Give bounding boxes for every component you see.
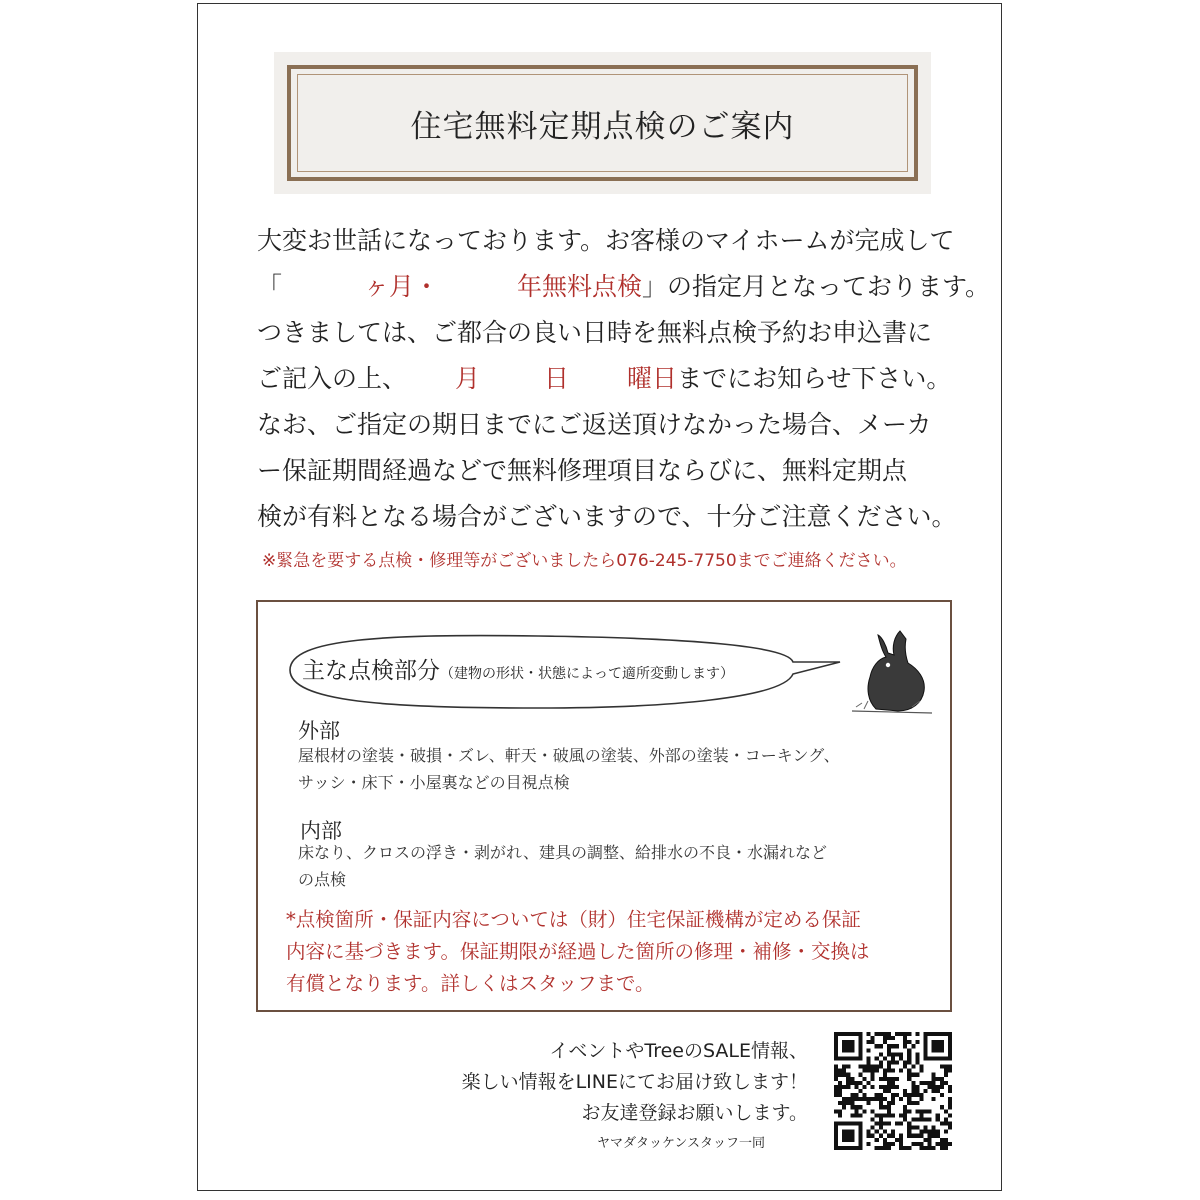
deadline-weekday-label: 曜日 xyxy=(627,364,678,393)
interior-title: 内部 xyxy=(300,819,342,843)
exterior-details xyxy=(298,742,840,796)
exterior-line-2: サッシ・床下・小屋裏などの目視点検 xyxy=(298,773,570,792)
interior-line-1: 床なり、クロスの浮き・剥がれ、建具の調整、給排水の不良・水漏れなど xyxy=(298,843,827,862)
months-label: ヶ月・ xyxy=(364,272,440,301)
deadline-month-label: 月 xyxy=(455,364,481,393)
interior-details xyxy=(298,839,827,893)
exterior-title: 外部 xyxy=(298,719,340,743)
intro-line-2-rest: 」の指定月となっております。 xyxy=(642,272,991,301)
quote-open: 「 xyxy=(257,272,283,301)
year-inspection-label: 年無料点検 xyxy=(517,272,643,301)
inspection-heading-text: 主な点検部分 xyxy=(302,658,440,684)
promo-line-1: イベントやTreeのSALE情報、 xyxy=(549,1040,808,1062)
emergency-notice: ※緊急を要する点検・修理等がございましたら076-245-7750までご連絡ください。 xyxy=(262,551,907,571)
intro-line-5: なお、ご指定の期日までにご返送頂けなかった場合、メーカ xyxy=(257,410,932,439)
intro-line-4-start: ご記入の上、 xyxy=(257,364,408,393)
intro-line-1: 大変お世話になっております。お客様のマイホームが完成して xyxy=(257,226,955,255)
page-title: 住宅無料定期点検のご案内 xyxy=(410,108,795,145)
promo-line-3: お友達登録お願いします。 xyxy=(581,1102,808,1124)
staff-signature: ヤマダタッケンスタッフ一同 xyxy=(597,1136,765,1151)
warranty-note-line-2: 内容に基づきます。保証期限が経過した箇所の修理・補修・交換は xyxy=(286,940,870,963)
line-qr-code[interactable] xyxy=(834,1032,952,1150)
warranty-note xyxy=(286,904,869,1000)
title-banner xyxy=(297,74,908,172)
interior-line-2: の点検 xyxy=(298,870,347,889)
rabbit-illustration xyxy=(842,625,937,720)
inspection-heading-note: （建物の形状・状態によって適所変動します） xyxy=(440,666,734,682)
intro-line-4-rest: までにお知らせ下さい。 xyxy=(677,364,952,393)
warranty-note-line-3: 有償となります。詳しくはスタッフまで。 xyxy=(286,972,655,995)
intro-line-3: つきましては、ご都合の良い日時を無料点検予約お申込書に xyxy=(257,318,933,347)
warranty-note-line-1: *点検箇所・保証内容については（財）住宅保証機構が定める保証 xyxy=(286,908,861,931)
exterior-line-1: 屋根材の塗装・破損・ズレ、軒天・破風の塗装、外部の塗装・コーキング、 xyxy=(298,746,840,765)
deadline-day-label: 日 xyxy=(544,364,570,393)
intro-paragraph xyxy=(257,218,991,540)
line-promo xyxy=(462,1036,808,1129)
intro-line-6: ー保証期間経過などで無料修理項目ならびに、無料定期点 xyxy=(257,456,908,485)
intro-line-4 xyxy=(257,356,957,402)
inspection-heading xyxy=(302,652,734,685)
intro-line-2 xyxy=(257,264,991,310)
intro-line-7: 検が有料となる場合がございますので、十分ご注意ください。 xyxy=(257,502,957,531)
promo-line-2: 楽しい情報をLINEにてお届け致します！ xyxy=(461,1071,808,1093)
